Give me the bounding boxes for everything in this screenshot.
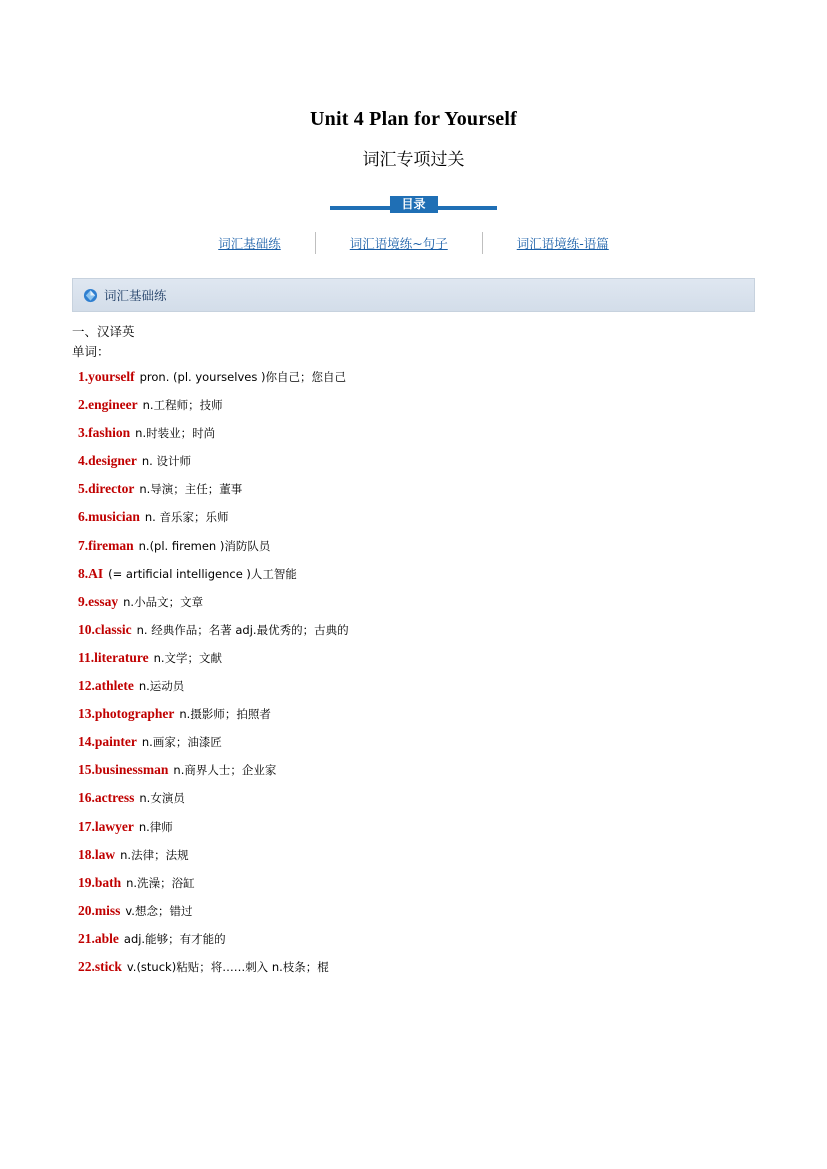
list-item bbox=[78, 480, 755, 498]
word-definition: n.法律；法规 bbox=[120, 847, 189, 862]
word-term: 21.able bbox=[78, 930, 119, 946]
word-definition: n. 音乐家；乐师 bbox=[144, 510, 229, 525]
word-definition: n.工程师；技师 bbox=[142, 398, 223, 413]
list-item bbox=[78, 649, 755, 667]
word-term: 5.director bbox=[78, 481, 135, 497]
word-term: 1.yourself bbox=[78, 369, 135, 384]
list-item bbox=[78, 396, 755, 414]
toc-header bbox=[72, 196, 755, 218]
word-definition: v.想念；错过 bbox=[125, 903, 193, 918]
word-definition: n.律师 bbox=[138, 819, 173, 834]
word-term: 15.businessman bbox=[78, 762, 169, 778]
word-list bbox=[72, 368, 755, 976]
list-item bbox=[78, 818, 755, 836]
list-item bbox=[78, 958, 755, 976]
word-definition: n.导演；主任；董事 bbox=[139, 482, 243, 497]
word-term: 22.stick bbox=[78, 958, 122, 974]
list-item bbox=[78, 593, 755, 611]
word-definition: n.摄影师；拍照者 bbox=[179, 707, 271, 722]
subsection-subheading: 单词： bbox=[72, 344, 110, 359]
word-term: 18.law bbox=[78, 846, 116, 862]
blue-diamond-icon bbox=[83, 288, 98, 303]
word-term: 2.engineer bbox=[78, 397, 138, 413]
toc-link-vocab-context-sentence[interactable]: 词汇语境练~句子 bbox=[349, 236, 448, 251]
toc-label: 目录 bbox=[389, 196, 437, 213]
word-definition: pron. (pl. yourselves )你自己；您自己 bbox=[139, 370, 346, 384]
list-item bbox=[78, 705, 755, 723]
word-definition: n.运动员 bbox=[138, 679, 185, 694]
toc-link-vocab-basics[interactable]: 词汇基础练 bbox=[218, 236, 281, 251]
word-definition: n.时装业；时尚 bbox=[135, 426, 216, 441]
word-definition: n.洗澡；浴缸 bbox=[126, 875, 195, 890]
list-item bbox=[78, 733, 755, 751]
word-definition: (= artificial intelligence )人工智能 bbox=[108, 566, 297, 581]
list-item bbox=[78, 761, 755, 779]
word-definition: n. 经典作品；名著 adj.最优秀的；古典的 bbox=[136, 622, 349, 637]
word-term: 19.bath bbox=[78, 874, 122, 890]
word-term: 12.athlete bbox=[78, 678, 134, 694]
list-item bbox=[78, 565, 755, 583]
page-subtitle: 词汇专项过关 bbox=[362, 150, 465, 170]
word-term: 11.literature bbox=[78, 649, 149, 665]
word-term: 9.essay bbox=[78, 593, 119, 609]
word-definition: n. 设计师 bbox=[141, 454, 191, 469]
word-definition: n.女演员 bbox=[139, 791, 185, 806]
list-item bbox=[78, 930, 755, 948]
word-term: 10.classic bbox=[78, 621, 132, 637]
word-term: 4.designer bbox=[78, 453, 137, 469]
list-item bbox=[78, 537, 755, 555]
list-item bbox=[78, 874, 755, 892]
toc-links bbox=[72, 232, 755, 254]
list-item bbox=[78, 424, 755, 442]
word-definition: adj.能够；有才能的 bbox=[123, 931, 226, 946]
word-definition: v.(stuck)粘贴；将……刺入 n.枝条；棍 bbox=[126, 959, 329, 974]
list-item bbox=[78, 677, 755, 695]
word-definition: n.画家；油漆匠 bbox=[141, 735, 222, 750]
word-definition: n.(pl. firemen )消防队员 bbox=[138, 538, 271, 553]
subsection-heading: 一、汉译英 bbox=[72, 324, 135, 339]
word-term: 3.fashion bbox=[78, 425, 131, 441]
list-item bbox=[78, 789, 755, 807]
word-term: 20.miss bbox=[78, 902, 121, 918]
word-term: 6.musician bbox=[78, 509, 140, 525]
list-item bbox=[78, 508, 755, 526]
list-item bbox=[78, 368, 755, 386]
toc-link-vocab-context-passage[interactable]: 词汇语境练-语篇 bbox=[516, 236, 609, 251]
word-term: 7.fireman bbox=[78, 537, 134, 553]
section-header-vocab-basics bbox=[72, 278, 755, 312]
list-item bbox=[78, 846, 755, 864]
word-term: 16.actress bbox=[78, 790, 135, 806]
list-item bbox=[78, 621, 755, 639]
word-definition: n.商界人士；企业家 bbox=[173, 763, 277, 778]
word-term: 14.painter bbox=[78, 734, 137, 750]
page-title: Unit 4 Plan for Yourself bbox=[309, 108, 518, 130]
list-item bbox=[78, 902, 755, 920]
word-term: 8.AI bbox=[78, 565, 104, 581]
section-title: 词汇基础练 bbox=[104, 288, 167, 303]
list-item bbox=[78, 452, 755, 470]
word-term: 13.photographer bbox=[78, 706, 175, 722]
word-definition: n.文学；文献 bbox=[153, 650, 223, 665]
word-term: 17.lawyer bbox=[78, 818, 134, 834]
word-definition: n.小品文；文章 bbox=[123, 594, 204, 609]
